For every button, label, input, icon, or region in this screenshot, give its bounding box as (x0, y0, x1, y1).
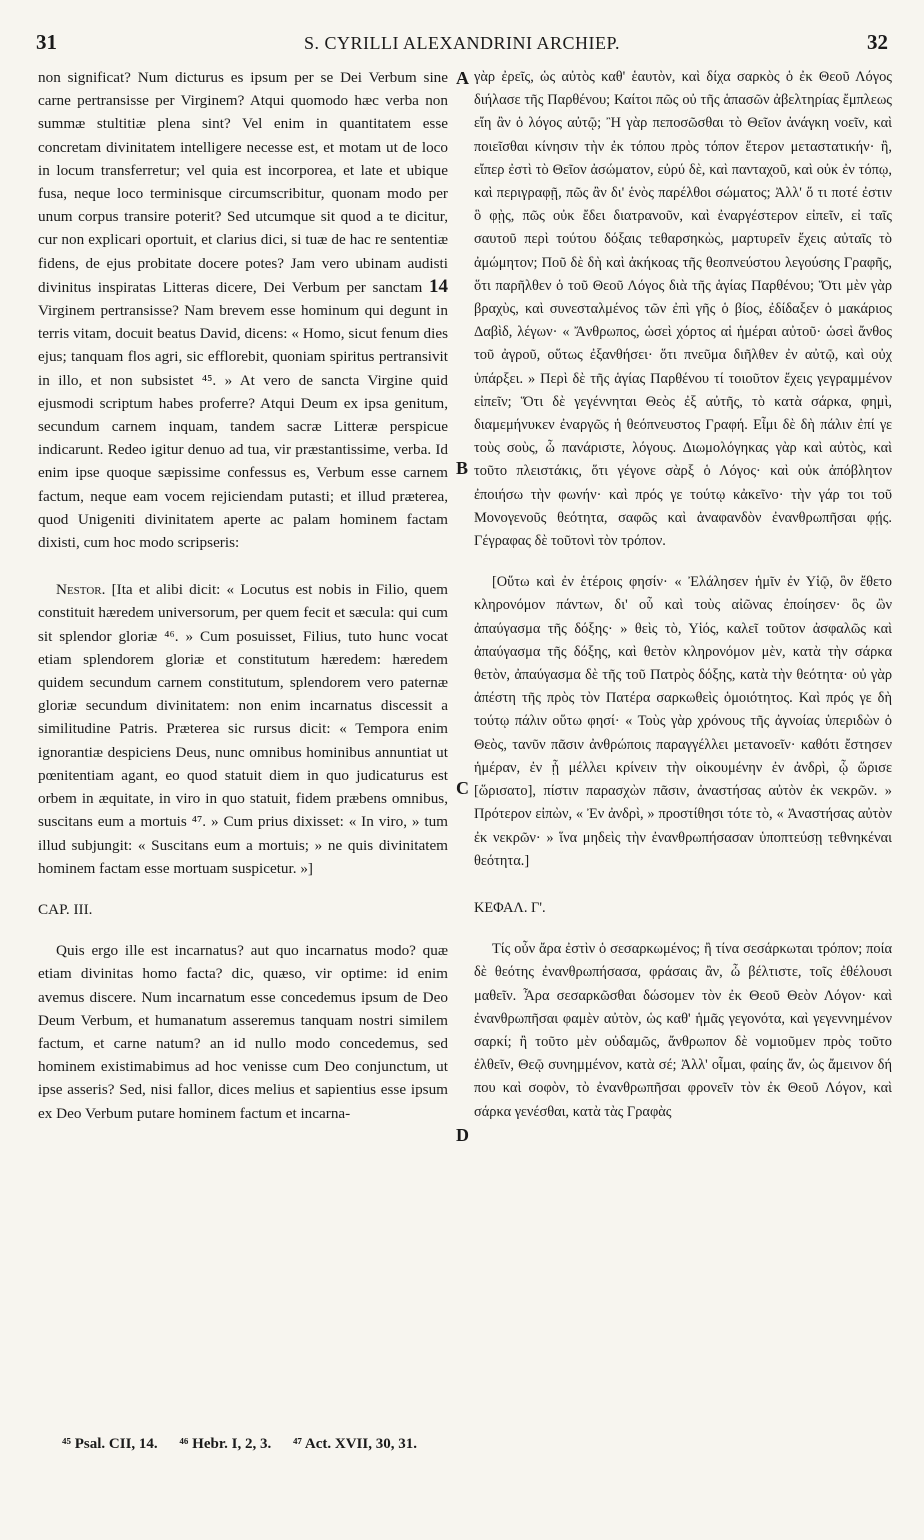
greek-paragraph-3: Τίς οὖν ἄρα ἐστὶν ὁ σεσαρκωμένος; ἢ τίνα σεσάρκωται τρόπον; ποία δὲ θεότης ἐνανθρωπήσασα, φράσαις ἂν, ὦ βέλτιστε, τοῖς ἐθέλουσι μαθεῖν. Ἆρα σεσαρκῶσθαι δώσομεν τὸν ἐκ Θεοῦ Θεὸν Λόγον· καὶ ἐνανθρωπῆσαι φαμὲν αὐτὸν, ὡς καθ' ἡμᾶς γεγονότα, καὶ γεγεννημένον σαρκί; ἢ τοῦτο μὲν οὐδαμῶς, ἄνθρωπον δὲ νομιοῦμεν πρὸς τοῦτο ἐλθεῖν, Θεῷ συνημμένον, κατὰ σέ; Ἀλλ' οἶμαι, φαίης ἄν, ὡς ἄμεινον δή που καὶ σοφὸν, τὸ ἐνανθρωπῆσαι φρονεῖν τὸν ἐκ Θεοῦ Λόγον, καὶ σάρκα γενέσθαι, κατὰ τὰς Γραφὰς (474, 941, 892, 1120)
chapter-heading-greek: ΚΕΦΑΛ. Γ'. (474, 899, 546, 916)
footnote-46: ⁴⁶ Hebr. I, 2, 3. (179, 1436, 272, 1452)
greek-paragraph-1: γὰρ ἐρεῖς, ὡς αὐτὸς καθ' ἑαυτὸν, καὶ δίχα σαρκὸς ὁ ἐκ Θεοῦ Λόγος διήλασε τῆς Παρθένου; Καίτοι πῶς οὐ τῆς ἁπασῶν ἀβελτηρίας ἔμπλεως εἴη ἂν ὁ λόγος αὐτῷ; Ἢ γὰρ πεποσῶσθαι τὸ Θεῖον ἀνάγκη νοεῖν, καὶ ποιεῖσθαι κίνησιν τὴν ἐκ τόπου πρὸς τόπον ἕτερον μεταστατικήν· ἢ, εἴπερ ἐστὶ τὸ Θεῖον ἀσώματον, εὐρύ δὲ, καὶ πανταχοῦ, καὶ οὐκ ἐν τόπῳ, καὶ περιγραφῇ, πῶς ἂν δι' ἑνὸς παρέλθοι σώματος; Ἀλλ' ὅ τι ποτέ ἐστιν ὃ φῂς, πῶς οὐκ ἔδει διατρανοῦν, καὶ ἐναργέστερον εἰπεῖν, εἰ ταῖς σαυτοῦ περὶ τούτου δόξαις τεθαρσηκὼς, μαρτυρεῖν ἔχεις αὐταῖς τὸ ἀμώμητον; Ποῦ δὲ δὴ καὶ ἀκήκοας τῆς θεοπνεύστου λεγούσης Γραφῆς, ὅτι παρῆλθεν ὁ τοῦ Θεοῦ Λόγος διὰ τῆς ἁγίας Παρθένου; Ὅτι μὲν γὰρ βραχὺς, καὶ συνεσταλμένος τῶν ἐπὶ γῆς ὁ βίος, ἐδίδαξεν ὁ μακάριος Δαβὶδ, λέγων· « Ἄνθρωπος, ὡσεὶ χόρτος αἱ ἡμέραι αὐτοῦ· ὡσεὶ ἄνθος τοῦ ἀγροῦ, οὕτως ἐξανθήσει· ὅτι πνεῦμα διῆλθεν ἐν αὐτῷ, καὶ οὐχ ὑπάρξει. » Περὶ δὲ τῆς ἁγίας Παρθένου τί τοιοῦτον ἔχεις γεγραμμένον εἰπεῖν; Ὅτι δὲ γεγέννηται Θεὸς ἐξ αὐτῆς, τὸ κατὰ σάρκα, φημὶ, διαμεμήνυκεν ἐναργῶς ἡ θεόπνευστος Γραφή. Εἶμι δὲ δὴ πάλιν ἐπί γε τοὺς σοὺς, ὦ πανάριστε, λόγους. Διωμολόγηκας γὰρ καὶ αὐτὸς, καὶ τοῦτο πλειστάκις, ὅτι γέγονε σὰρξ ὁ Λόγος· καὶ οὐκ ἀπόβλητον ἐποιήσω τὴν φωνήν· καὶ πρός γε τούτῳ κἀκεῖνο· τὴν γάρ τοι τοῦ Μονογενοῦς θεότητα, σαφῶς καὶ ἀναφανδὸν ἐνανθρωπῆσαι φῄς. Γέγραφας δὲ τοῦτονὶ τὸν τρόπον. (474, 69, 892, 550)
greek-column (474, 66, 892, 1124)
section-marker-b: B (456, 458, 469, 478)
latin-text-1a: non significat? Num dicturus es ipsum per se Dei Verbum sine carne pertransisse per Virginem? Atqui quomodo hæc verba non summæ stultitiæ plena sint? Vel enim in quantitatem esse concretam divinitatem intelligere necesse est, et motam ut de loco in locum transferretur; vel quia est incorporea, et late et ubique fusa, neque loco terminisque circumscribitur, quonam modo per unum corpus transire poterit? Sed utcumque sit quod a te dicitur, cur non explicari oportuit, et clarius dici, si tuæ de hac re sententiæ fidens, de ejus probitate docere potes? Jam vero ubinam audisti divinitus inspiratas Litteras dicere, Dei Verbum per sanctam (38, 69, 448, 296)
page-number-left: 31 (36, 30, 57, 54)
page-number-right: 32 (867, 30, 888, 54)
latin-paragraph-2 (38, 578, 448, 880)
running-title: S. CYRILLI ALEXANDRINI ARCHIEP. (303, 33, 620, 53)
latin-text-2: [Ita et alibi dicit: « Locutus est nobis in Filio, quem constituit hæredem universorum, per quem fecit et sæcula: qui cum sit splendor gloriæ ⁴⁶. » Cum posuisset, Filius, tuto hunc vocat etiam splendorem gloriæ et constitutum hæredem: hæredem quidem secundum carnem constitutum, splendorem vero paternæ gloriæ secundum divinitatem: non enim incarnatus discessit a similitudine Patris. Præterea sic rursus dicit: « Tempora enim ignorantiæ despiciens Deus, nunc omnibus hominibus annuntiat ut pœnitentiam agant, eo quod statuit diem in quo judicaturus est orbem in æquitate, in viro in quo statuit, fidem præbens omnibus, suscitans eum a mortuis ⁴⁷. » Cum prius dixisset: « In viro, » tum illud subjungit: « Suscitans eum a mortuis; » ne quis divinitatem hominem factam esse mortuam suspicetur. »] (38, 581, 448, 877)
latin-paragraph-1 (38, 66, 448, 554)
latin-column (38, 66, 448, 1125)
chapter-heading-latin: CAP. III. (38, 900, 93, 918)
page-header (36, 30, 888, 60)
margin-number-14: 14 (429, 275, 448, 297)
greek-paragraph-2: [Οὕτω καὶ ἐν ἑτέροις φησίν· « Ἐλάλησεν ἡμῖν ἐν Υἱῷ, ὃν ἔθετο κληρονόμον πάντων, δι' οὗ καὶ τοὺς αἰῶνας ἐποίησεν· ὃς ὢν ἀπαύγασμα τῆς δόξης· » θεὶς τὸ, Υἱός, καλεῖ τοῦτον ἀσφαλῶς καὶ ἀπαύγασμα τῆς δόξης, καὶ θετὸν κληρονόμον μὲν, κατὰ τὴν σάρκα θετὸν, ἀπαύγασμα δὲ τῆς τοῦ Πατρὸς δόξης, κατὰ τὴν θεότητα· οὐ γὰρ ἀπέστη τῆς πρὸς τὸν Πατέρα σαρκωθεὶς ὁμοιότητος. Καὶ πρός γε δὴ τούτῳ πάλιν οὕτω φησί· « Τοὺς γὰρ χρόνους τῆς ἀγνοίας ὑπεριδὼν ὁ Θεὸς, τανῦν πᾶσιν ἀνθρώποις παραγγέλλει μετανοεῖν· καθότι ἔστησεν ἡμέραν, ἐν ᾗ μέλλει κρίνειν τὴν οἰκουμένην ἐν ἀνδρὶ, ᾧ ὥρισε [ὥρισατο], πίστιν παρασχὼν πᾶσιν, ἀναστήσας αὐτὸν ἐκ νεκρῶν. » Πρότερον εἰπὼν, « Ἐν ἀνδρὶ, » προστίθησι τότε τὸ, « Ἀναστήσας αὐτὸν ἐκ νεκρῶν· » ἵνα μηδεὶς τὴν ἐνανθρωπήσασαν ὑποπτεύσῃ τεθνηκέναι θεότητα.] (474, 574, 892, 869)
footnote-47: ⁴⁷ Act. XVII, 30, 31. (292, 1436, 417, 1452)
section-marker-c: C (456, 778, 469, 798)
footnote-45: ⁴⁵ Psal. CII, 14. (62, 1436, 158, 1452)
section-marker-d: D (456, 1125, 469, 1145)
latin-text-1b: Virginem pertransisse? Nam brevem esse hominum qui degunt in terris vitam, docuit beatus David, dicens: « Homo, sicut fenum dies ejus; tanquam flos agri, sic efflorebit, quoniam spiritus pertransivit in illo, et non subsistet ⁴⁵. » At vero de sancta Virgine quid ejusmodi scriptum habes proferre? Atqui Deum ex ipsa genitum, secundum carnem inquam, tandem sacræ Litteræ perspicue indicarunt. Redeo igitur denuo ad tua, vir præstantissime, verba. Id enim ipse quoque sæpissime confessus es, Verbum esse carnem factum, neque eam vocem rejiciendam putasti; et illud præterea, quod Unigeniti divinitatem aperte ac palam hominem factam dixisti, cum hoc modo scripseris: (38, 302, 448, 552)
section-marker-a: A (456, 68, 469, 88)
speaker-label: Nestor. (56, 581, 106, 599)
footnotes (62, 1436, 435, 1453)
latin-paragraph-3: Quis ergo ille est incarnatus? aut quo incarnatus modo? quæ etiam divinitas homo facta? dic, quæso, vir optime: id enim avemus discere. Num incarnatum esse concedemus ipsum de Deo Deum Verbum, et humanatum asseremus tanquam nostri similem factum, et carne natum? an id nullo modo concedemus, sed hominem existimabimus ad hoc venisse cum Deo conjunctum, ut ipse asseris? Sed, nisi fallor, dices melius et sapientius esse ipsum ex Deo Verbum putare hominem factum et incarna- (38, 942, 448, 1122)
